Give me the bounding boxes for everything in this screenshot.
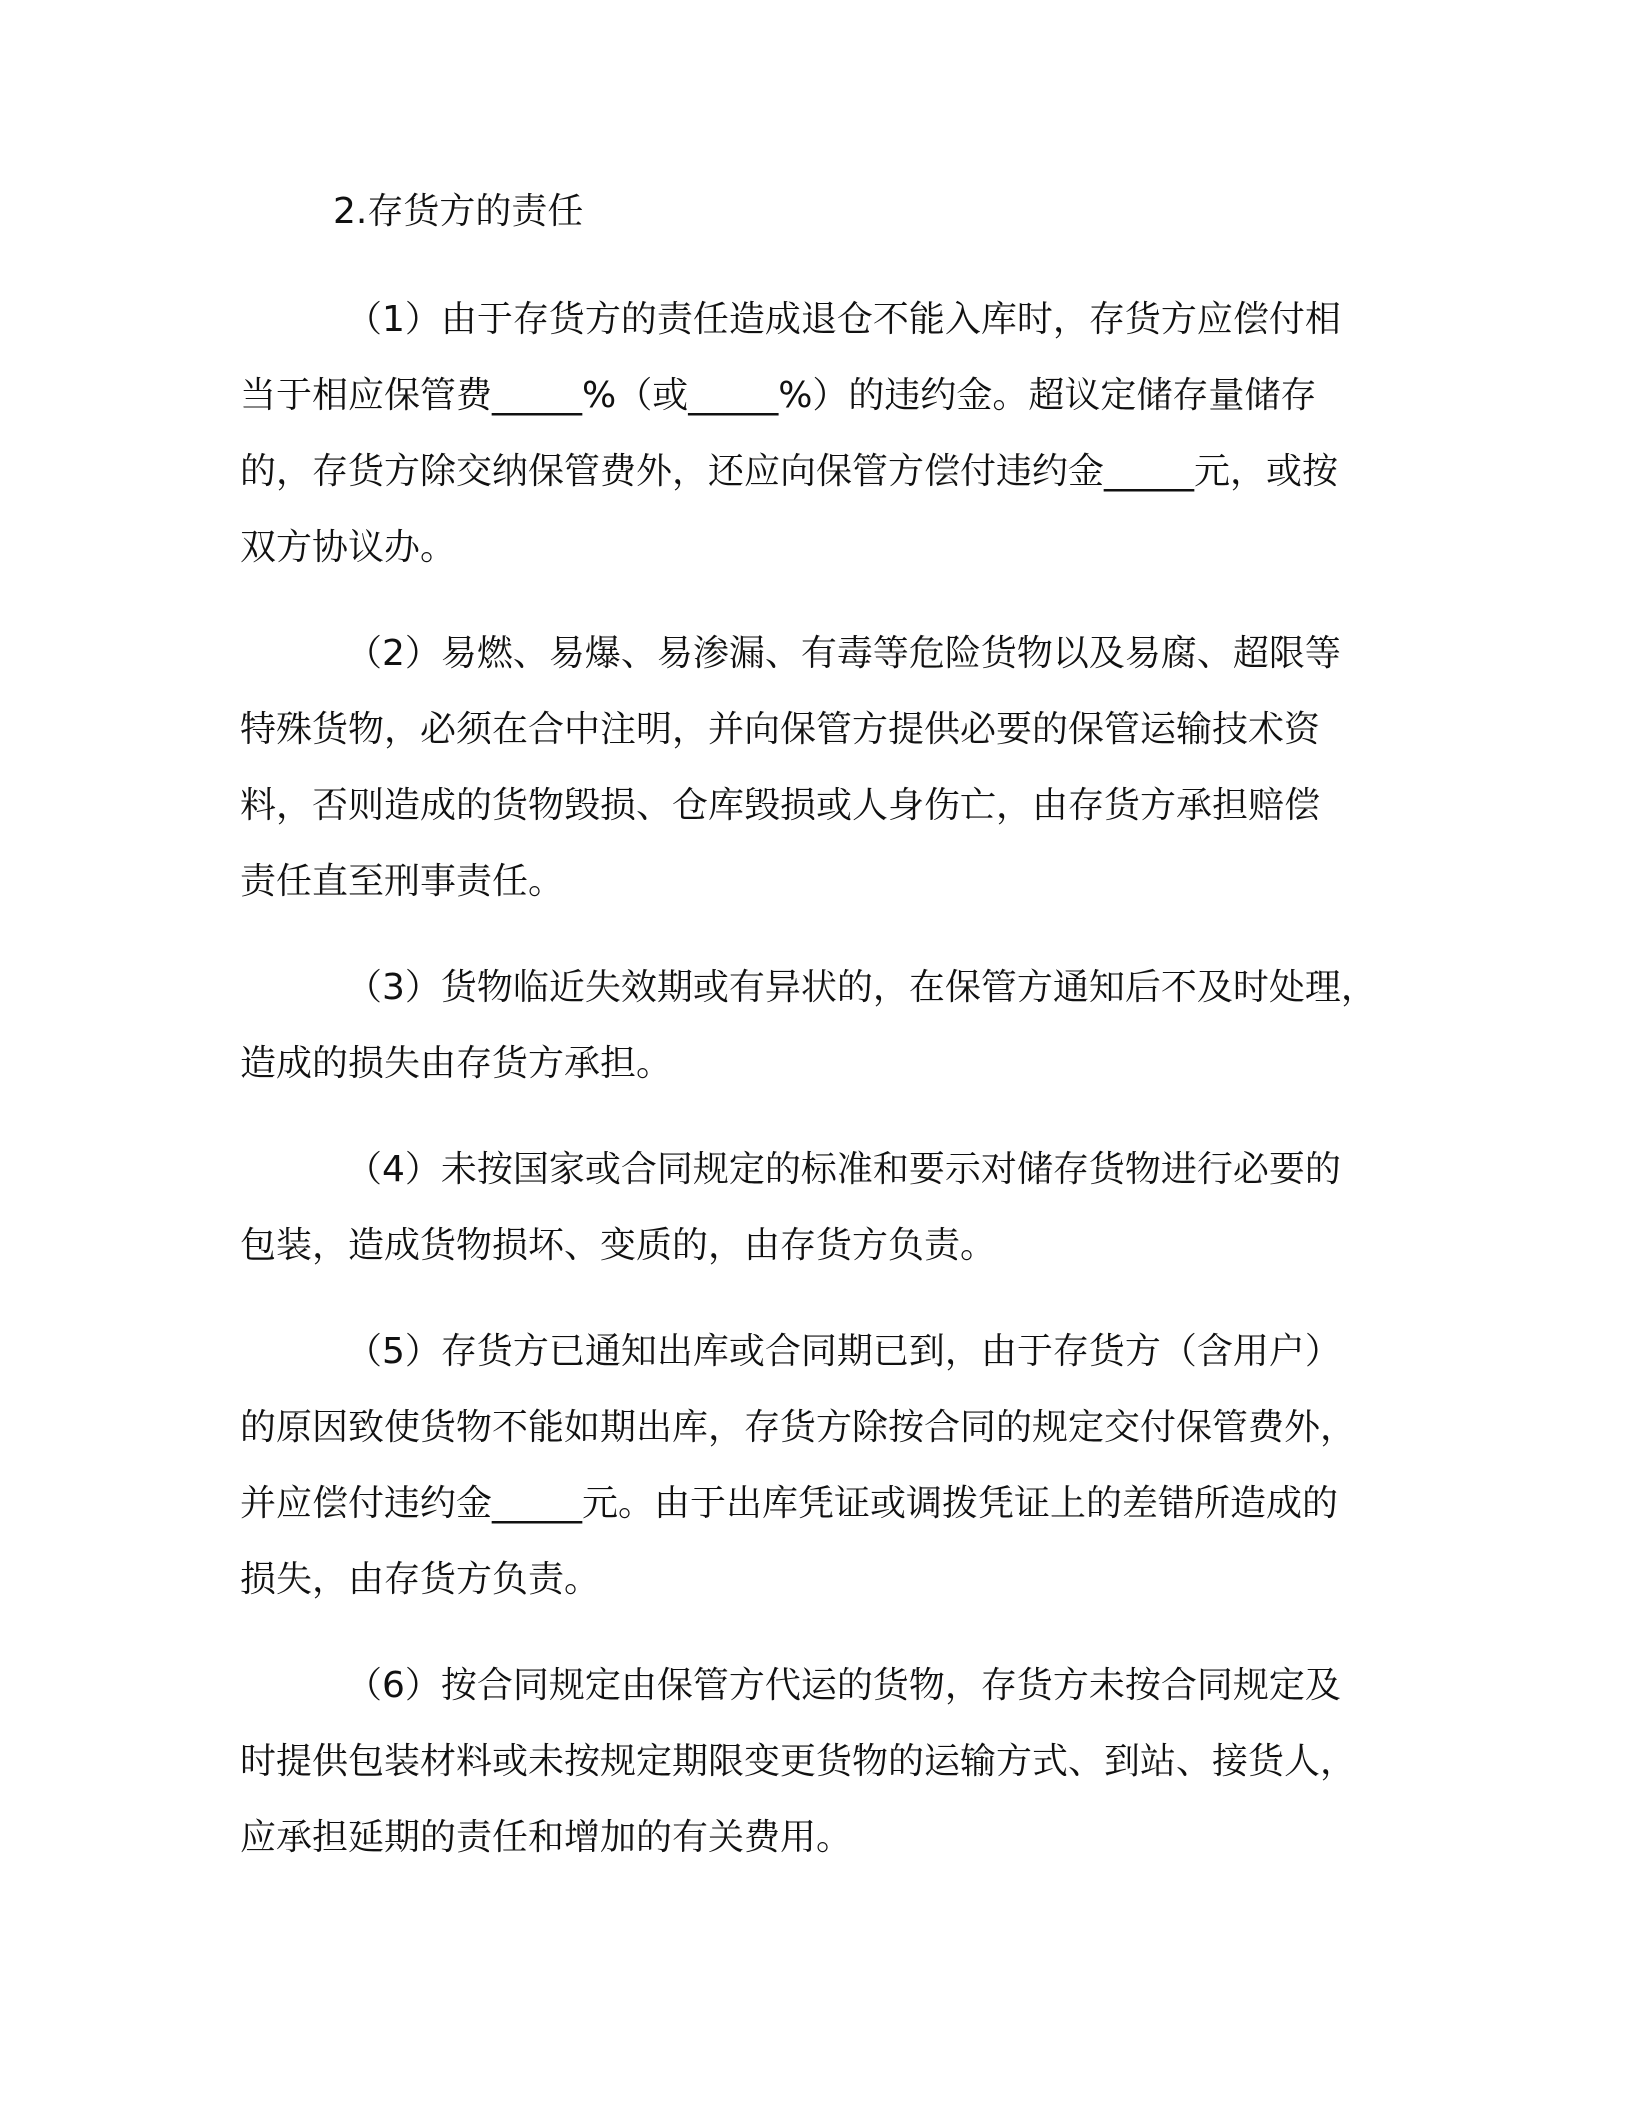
clause-3-line-1: （3）货物临近失效期或有异状的，在保管方通知后不及时处理， xyxy=(346,967,1377,1008)
clause-6-line-2: 时提供包装材料或未按规定期限变更货物的运输方式、到站、接货人， xyxy=(240,1741,1357,1782)
clause-2-line-2: 特殊货物，必须在合中注明，并向保管方提供必要的保管运输技术资 xyxy=(240,709,1321,750)
clause-5-line-1: （5）存货方已通知出库或合同期已到，由于存货方（含用户） xyxy=(346,1331,1341,1372)
clause-1-line-4: 双方协议办。 xyxy=(240,527,457,568)
clause-4-line-2: 包装，造成货物损坏、变质的，由存货方负责。 xyxy=(240,1225,997,1266)
clause-1-line-1: （1）由于存货方的责任造成退仓不能入库时，存货方应偿付相 xyxy=(346,299,1341,340)
clause-1-line-2: 当于相应保管费_____%（或_____%）的违约金。超议定储存量储存 xyxy=(240,375,1317,416)
clause-3-line-2: 造成的损失由存货方承担。 xyxy=(240,1043,673,1084)
clause-5-line-3: 并应偿付违约金_____元。由于出库凭证或调拨凭证上的差错所造成的 xyxy=(240,1483,1339,1524)
clause-1-line-3: 的，存货方除交纳保管费外，还应向保管方偿付违约金_____元，或按 xyxy=(240,451,1339,492)
clause-5-line-2: 的原因致使货物不能如期出库，存货方除按合同的规定交付保管费外， xyxy=(240,1407,1357,1448)
clause-2-line-4: 责任直至刑事责任。 xyxy=(240,861,565,902)
clause-5-line-4: 损失，由存货方负责。 xyxy=(240,1559,601,1600)
clause-6-line-3: 应承担延期的责任和增加的有关费用。 xyxy=(240,1817,853,1858)
clause-4-line-1: （4）未按国家或合同规定的标准和要示对储存货物进行必要的 xyxy=(346,1149,1341,1190)
section-heading: 2.存货方的责任 xyxy=(333,191,584,232)
clause-6-line-1: （6）按合同规定由保管方代运的货物，存货方未按合同规定及 xyxy=(346,1665,1341,1706)
clause-2-line-1: （2）易燃、易爆、易渗漏、有毒等危险货物以及易腐、超限等 xyxy=(346,633,1341,674)
clause-2-line-3: 料，否则造成的货物毁损、仓库毁损或人身伤亡，由存货方承担赔偿 xyxy=(240,785,1321,826)
